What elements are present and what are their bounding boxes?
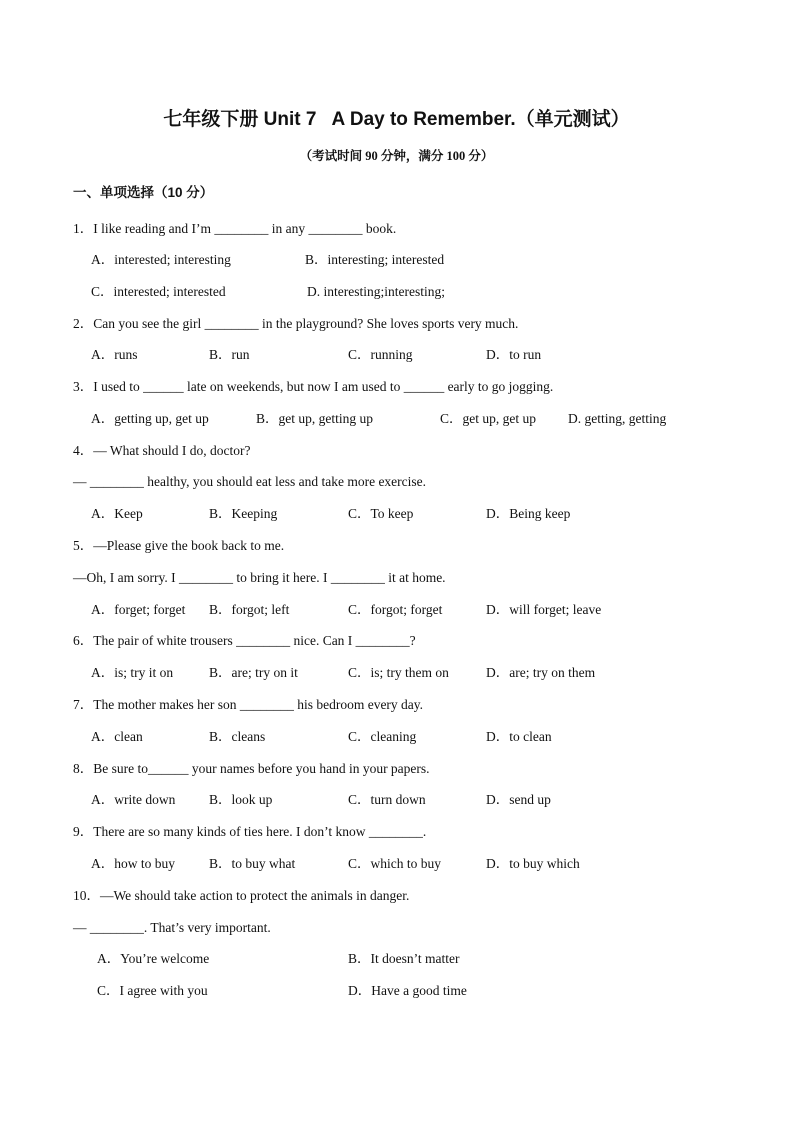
answer-option: B．Keeping — [209, 506, 278, 521]
answer-option: D．to clean — [486, 729, 552, 744]
answer-option: A．interested; interesting — [91, 252, 231, 267]
answer-option: B．run — [209, 347, 250, 362]
answer-option: A．is; try it on — [91, 665, 174, 680]
answer-option: B．It doesn’t matter — [348, 951, 460, 966]
answer-option: D．Have a good time — [348, 983, 467, 998]
answer-option: D．to run — [486, 347, 542, 362]
question-stem: 3．I used to ______ late on weekends, but now I am used to ______ early to go jogging. — [73, 379, 554, 394]
answer-option: C．which to buy — [348, 856, 441, 871]
answer-option: A．You’re welcome — [97, 951, 210, 966]
page-title: 七年级下册 Unit 7 A Day to Remember.（单元测试） — [163, 109, 630, 130]
answer-option: C．interested; interested — [91, 284, 226, 299]
question-stem: 4．— What should I do, doctor? — [73, 443, 251, 458]
answer-option: A．clean — [91, 729, 143, 744]
answer-option: A．how to buy — [91, 856, 175, 871]
answer-option: C．cleaning — [348, 729, 417, 744]
answer-option: B．cleans — [209, 729, 266, 744]
answer-option: A．runs — [91, 347, 138, 362]
question-stem: 6．The pair of white trousers ________ nice. Can I ________? — [73, 633, 416, 648]
question-dialogue-line: — ________ healthy, you should eat less and take more exercise. — [73, 474, 427, 489]
answer-option: A．forget; forget — [91, 602, 186, 617]
answer-option: B．forgot; left — [209, 602, 290, 617]
answer-option: D．Being keep — [486, 506, 571, 521]
answer-option: C．turn down — [348, 792, 426, 807]
answer-option: D. getting, getting — [568, 411, 667, 426]
question-stem: 7．The mother makes her son ________ his bedroom every day. — [73, 697, 424, 712]
answer-option: B．to buy what — [209, 856, 296, 871]
answer-option: D．send up — [486, 792, 551, 807]
answer-option: A．Keep — [91, 506, 143, 521]
answer-option: B．look up — [209, 792, 273, 807]
answer-option: C．To keep — [348, 506, 414, 521]
question-stem: 8．Be sure to______ your names before you hand in your papers. — [73, 761, 430, 776]
answer-option: D．to buy which — [486, 856, 580, 871]
question-stem: 5．—Please give the book back to me. — [73, 538, 285, 553]
question-stem: 9．There are so many kinds of ties here. I don’t know ________. — [73, 824, 427, 839]
answer-option: D. interesting;interesting; — [307, 284, 445, 299]
answer-option: C．is; try them on — [348, 665, 449, 680]
answer-option: C．running — [348, 347, 413, 362]
question-dialogue-line: —Oh, I am sorry. I ________ to bring it here. I ________ it at home. — [73, 570, 446, 585]
answer-option: D．will forget; leave — [486, 602, 602, 617]
question-dialogue-line: — ________. That’s very important. — [73, 920, 271, 935]
answer-option: A．getting up, get up — [91, 411, 209, 426]
answer-option: B．get up, getting up — [256, 411, 373, 426]
answer-option: C．forgot; forget — [348, 602, 443, 617]
answer-option: A．write down — [91, 792, 176, 807]
answer-option: B．interesting; interested — [305, 252, 445, 267]
exam-time-note: （考试时间 90 分钟，满分 100 分） — [299, 149, 494, 163]
section-heading: 一、单项选择（10 分） — [73, 185, 214, 200]
question-stem: 1．I like reading and I’m ________ in any ________ book. — [73, 221, 397, 236]
answer-option: C．I agree with you — [97, 983, 208, 998]
question-stem: 10．—We should take action to protect the animals in danger. — [73, 888, 410, 903]
question-stem: 2．Can you see the girl ________ in the playground? She loves sports very much. — [73, 316, 519, 331]
answer-option: D．are; try on them — [486, 665, 596, 680]
answer-option: B．are; try on it — [209, 665, 298, 680]
answer-option: C．get up, get up — [440, 411, 536, 426]
